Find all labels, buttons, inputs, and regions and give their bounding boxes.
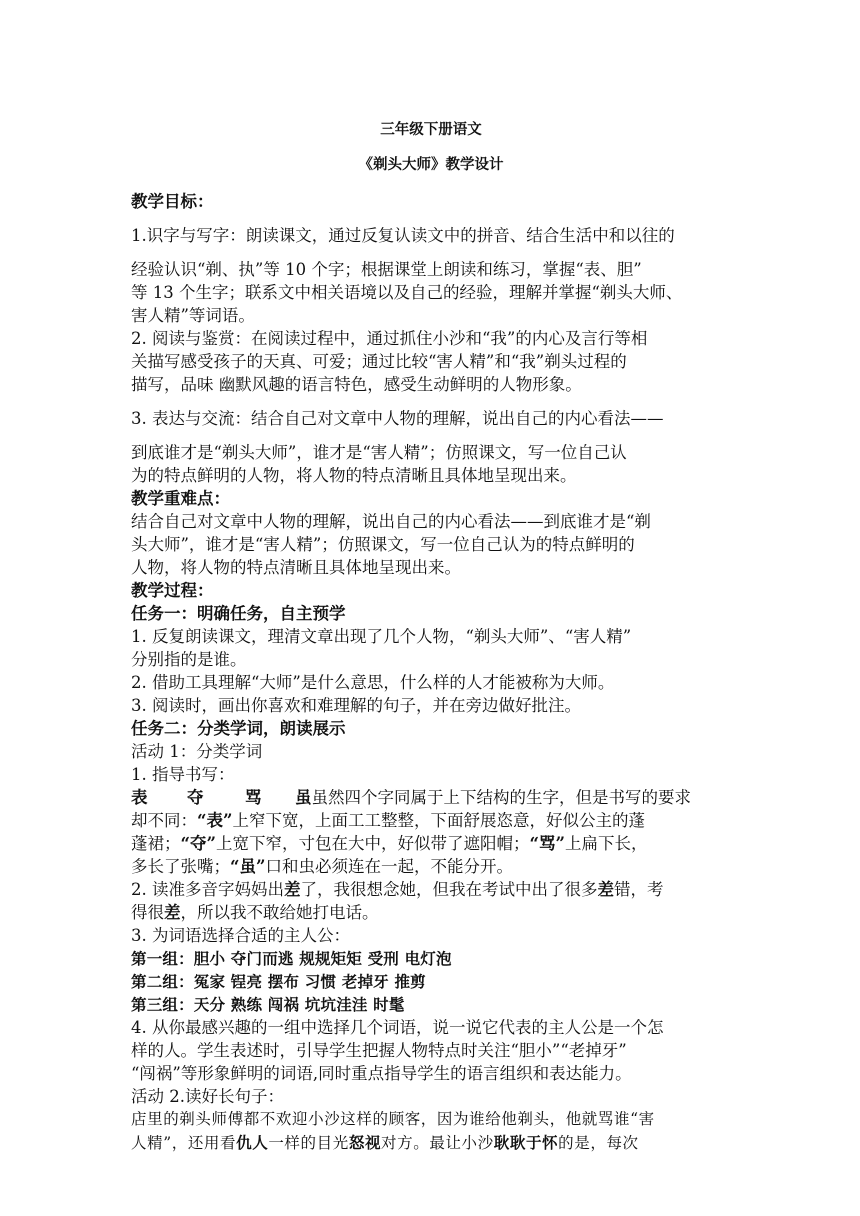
writing-l2-ma: “骂” (529, 833, 565, 853)
task2-heading: 任务二：分类学词，朗读展示 (131, 718, 346, 738)
writing-l3-c: 口和虫必须连在一起，不能分开。 (265, 856, 513, 876)
polyphone-line2 (131, 901, 731, 924)
sentence-a: 人精”，还用看 (131, 1133, 237, 1152)
task1-item1-line2: 分别指的是谁。 (131, 649, 247, 669)
goal3-line1: 3. 表达与交流：结合自己对文章中人物的理解，说出自己的内心看法—— (131, 408, 664, 428)
item4-line2: 样的人。学生表述时，引导学生把握人物特点时关注“胆小”“老掉牙” (131, 1040, 627, 1060)
goals-heading: 教学目标： (131, 191, 214, 211)
sentence-c: 一样的目光 (268, 1133, 349, 1152)
doc-title-grade: 三年级下册语文 (380, 120, 482, 138)
sentence-grudge: 耿耿于怀 (493, 1132, 559, 1152)
goal2-line3: 描写，品味 幽默风趣的语言特色，感受生动鲜明的人物形象。 (131, 374, 582, 394)
char-duo: 夺 (187, 787, 204, 807)
choose-owner: 3. 为词语选择合适的主人公： (131, 925, 350, 945)
goal1-line3: 等 13 个生字；联系文中相关语境以及自己的经验，理解并掌握“剃头大师、 (131, 282, 683, 302)
polyphone-a: 2. 读准多音字妈妈出 (131, 879, 284, 899)
polyphone-cha2: 差 (597, 879, 614, 899)
word-group2: 第二组：冤家 锃亮 摆布 习惯 老掉牙 推剪 (131, 971, 426, 991)
activity2-label: 活动 2.读好长句子： (131, 1086, 284, 1106)
activity1-label: 活动 1：分类学词 (131, 741, 263, 761)
sentence-g: 的是，每次 (558, 1133, 639, 1152)
item4-line3: “闯祸”等形象鲜明的词语,同时重点指导学生的语言组织和表达能力。 (131, 1063, 632, 1083)
word-group1: 第一组：胆小 夺门而逃 规规矩矩 受刑 电灯泡 (131, 948, 452, 968)
writing-l1-c: 上窄下宽，上面工工整整，下面舒展恣意，好似公主的蓬 (232, 810, 645, 830)
goal1-line1: 1.识字与写字：朗读课文，通过反复认读文中的拼音、结合生活中和以往的 (131, 225, 675, 245)
char-ma: 骂 (245, 787, 262, 807)
polyphone-f: 得很 (131, 902, 164, 922)
chars-line (131, 786, 731, 809)
sentence-line1: 店里的剃头师傅都不欢迎小沙这样的顾客，因为谁给他剃头，他就骂谁“害 (131, 1109, 655, 1128)
polyphone-c: 了，我很想念她，但我在考试中出了很多 (300, 879, 598, 899)
polyphone-cha1: 差 (284, 879, 301, 899)
item4-line1: 4. 从你最感兴趣的一组中选择几个词语，说一说它代表的主人公是一个怎 (131, 1017, 664, 1037)
polyphone-h: ，所以我不敢给她打电话。 (180, 902, 379, 922)
goal1-line4: 害人精”等词语。 (131, 305, 255, 325)
document-page (131, 104, 731, 1155)
goal3-line2: 到底谁才是“剃头大师”，谁才是“害人精”；仿照课文，写一位自己认 (131, 442, 627, 462)
char-sui: 虽 (295, 787, 312, 807)
polyphone-e: 错，考 (614, 879, 664, 899)
writing-l3-sui: “虽” (230, 856, 266, 876)
guide-writing: 1. 指导书写： (131, 764, 235, 784)
task1-item3: 3. 阅读时，画出你喜欢和难理解的句子，并在旁边做好批注。 (131, 695, 581, 715)
doc-title-lesson: 《剃头大师》教学设计 (358, 156, 504, 173)
char-biao: 表 (131, 787, 148, 807)
writing-l2-e: 上扁下长， (564, 833, 648, 853)
writing-l1-biao: “表” (197, 810, 233, 830)
word-group3: 第三组：天分 熟练 闯祸 坑坑洼洼 时髦 (131, 994, 405, 1014)
key-line1: 结合自己对文章中人物的理解，说出自己的内心看法——到底谁才是“剃 (131, 511, 651, 531)
goal1-line2: 经验认识“剃、执”等 10 个字；根据课堂上朗读和练习，掌握“表、胆” (131, 259, 642, 279)
writing-l2-c: 上宽下窄，寸包在大中，好似带了遮阳帽； (215, 833, 530, 853)
goal2-line1: 2. 阅读与鉴赏：在阅读过程中，通过抓住小沙和“我”的内心及言行等相 (131, 328, 648, 348)
sentence-line2 (131, 1131, 731, 1155)
key-line2: 头大师”，谁才是“害人精”；仿照课文，写一位自己认为的特点鲜明的 (131, 534, 635, 554)
task1-item1-line1: 1. 反复朗读课文，理清文章出现了几个人物，“剃头大师”、“害人精” (131, 626, 632, 646)
sentence-glare: 怒视 (348, 1132, 382, 1152)
task1-item2: 2. 借助工具理解“大师”是什么意思，什么样的人才能被称为大师。 (131, 672, 615, 692)
writing-l3-a: 多长了张嘴； (131, 856, 230, 876)
goal3-line3: 为的特点鲜明的人物，将人物的特点清晰且具体地呈现出来。 (131, 465, 577, 485)
sentence-enemy: 仇人 (236, 1132, 269, 1152)
key-heading: 教学重难点： (131, 488, 230, 508)
process-heading: 教学过程： (131, 580, 214, 600)
goal2-line2: 关描写感受孩子的天真、可爱；通过比较“害人精”和“我”剃头过程的 (131, 351, 627, 371)
writing-line1 (131, 809, 731, 832)
polyphone-cha3: 差 (164, 902, 181, 922)
writing-line3 (131, 855, 731, 878)
chars-rest: 虽然四个字同属于上下结构的生字，但是书写的要求 (311, 787, 691, 807)
writing-l1-a: 却不同： (131, 810, 197, 830)
writing-l2-a: 蓬裙； (131, 833, 181, 853)
sentence-e: 对方。最让小沙 (381, 1133, 494, 1152)
key-line3: 人物，将人物的特点清晰且具体地呈现出来。 (131, 557, 461, 577)
writing-l2-duo: “夺” (180, 833, 216, 853)
task1-heading: 任务一：明确任务，自主预学 (131, 603, 346, 623)
polyphone-line1 (131, 878, 731, 901)
writing-line2 (131, 832, 731, 855)
